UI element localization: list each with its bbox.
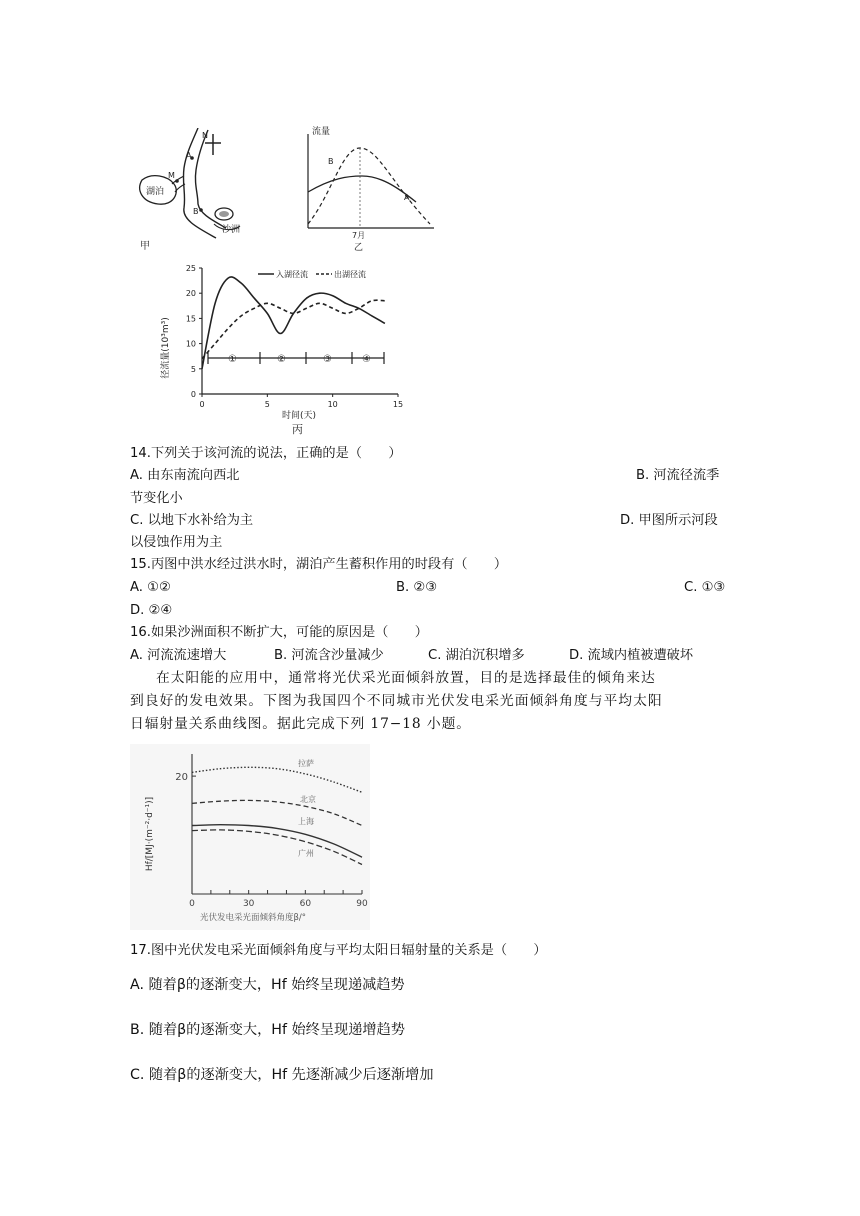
- figure-bing-ylabel: 径流量(10³m³): [161, 317, 171, 379]
- question-14-option-a: A. 由东南流向西北: [130, 468, 240, 483]
- question-15-option-d: D. ②④: [130, 603, 173, 618]
- solar-y-tick-label: 20: [175, 772, 188, 784]
- solar-x-tick-label: 60: [299, 899, 312, 909]
- figure-bing-caption: 丙: [292, 423, 303, 436]
- question-14-option-c: C. 以地下水补给为主: [130, 513, 254, 528]
- x-tick-label: 5: [264, 400, 270, 409]
- question-16-option-a: A. 河流流速增大: [130, 648, 227, 663]
- question-15-option-a: A. ①②: [130, 580, 171, 595]
- solar-x-tick-label: 30: [242, 899, 255, 909]
- solar-x-tick-label: 0: [189, 899, 195, 909]
- solar-x-tick-label: 90: [356, 899, 368, 909]
- y-tick-label: 5: [190, 364, 196, 374]
- figure-solar-radiation-chart: [130, 744, 370, 930]
- series-outflow-line: [202, 300, 385, 358]
- solar-xlabel: 光伏发电采光面倾斜角度β/°: [200, 913, 307, 923]
- lake-label: 湖泊: [146, 187, 165, 197]
- solar-label-lhasa: 拉萨: [298, 759, 314, 768]
- x-tick-label: 10: [327, 400, 338, 409]
- curve-a-label: A: [404, 193, 410, 202]
- curve-b-label: B: [328, 157, 334, 166]
- question-17-stem: 17.图中光伏发电采光面倾斜角度与平均太阳日辐射量的关系是（ ）: [130, 943, 547, 958]
- y-tick-label: 10: [185, 339, 196, 349]
- figure-jia-river-map: [128, 128, 258, 252]
- sandbar-label: 沙洲: [222, 225, 241, 235]
- point-m-label: M: [168, 171, 175, 180]
- phase-3: ③: [323, 354, 332, 365]
- series-guangzhou-line: [192, 830, 362, 865]
- y-tick-label: 25: [185, 264, 196, 273]
- figure-yi-ylabel: 流量: [312, 127, 331, 137]
- north-label: N: [202, 131, 208, 140]
- month-label: 7月: [352, 231, 366, 240]
- phase-2: ②: [277, 354, 286, 365]
- figure-yi-discharge: [292, 124, 442, 252]
- x-tick-label: 15: [392, 400, 404, 409]
- question-15-option-c: C. ①③: [684, 580, 726, 595]
- y-tick-label: 20: [185, 289, 196, 299]
- y-tick-label: 15: [185, 314, 196, 324]
- figure-yi-caption: 乙: [354, 243, 364, 252]
- question-16-stem: 16.如果沙洲面积不断扩大，可能的原因是（ ）: [130, 625, 428, 640]
- x-tick-label: 0: [199, 400, 205, 409]
- question-17-option-a: A. 随着β的逐渐变大，Hf 始终呈现递减趋势: [130, 977, 405, 993]
- figure-jia-caption: 甲: [140, 241, 150, 252]
- series-lhasa-line: [192, 767, 362, 792]
- question-14-option-b-cont: 节变化小: [130, 491, 183, 506]
- point-a-label: A: [186, 151, 192, 160]
- question-16-option-c: C. 湖泊沉积增多: [428, 648, 525, 663]
- y-tick-label: 0: [190, 390, 196, 399]
- question-14-stem: 14.下列关于该河流的说法，正确的是（ ）: [130, 446, 402, 461]
- question-14-option-d-cont: 以侵蚀作用为主: [130, 535, 223, 550]
- solar-label-guangzhou: 广州: [298, 849, 314, 858]
- figure-bing-runoff-chart: [150, 258, 420, 438]
- legend-inflow: 入湖径流: [276, 270, 308, 279]
- question-16-option-b: B. 河流含沙量减少: [274, 648, 384, 663]
- intro-paragraph-line-2: 到良好的发电效果。下图为我国四个不同城市光伏发电采光面倾斜角度与平均太阳: [130, 693, 663, 709]
- question-17-option-c: C. 随着β的逐渐变大，Hf 先逐渐减少后逐渐增加: [130, 1067, 434, 1083]
- question-14-option-b: B. 河流径流季: [636, 468, 720, 483]
- solar-label-beijing: 北京: [300, 795, 316, 804]
- figure-bing-xlabel: 时间(天): [282, 411, 317, 421]
- question-17-option-b: B. 随着β的逐渐变大，Hf 始终呈现递增趋势: [130, 1022, 405, 1038]
- intro-paragraph-line-3: 日辐射量关系曲线图。据此完成下列 17−18 小题。: [130, 716, 471, 732]
- solar-ylabel: Hf/[MJ·(m⁻²·d⁻¹)]: [145, 796, 155, 872]
- solar-label-shanghai: 上海: [298, 817, 314, 826]
- series-beijing-line: [192, 800, 362, 825]
- legend-outflow: 出湖径流: [334, 270, 366, 279]
- phase-1: ①: [228, 354, 237, 365]
- intro-paragraph-line-1: 在太阳能的应用中，通常将光伏采光面倾斜放置，目的是选择最佳的倾角来达: [156, 670, 656, 686]
- phase-4: ④: [362, 354, 371, 365]
- question-16-option-d: D. 流域内植被遭破坏: [569, 648, 694, 663]
- question-15-stem: 15.丙图中洪水经过洪水时，湖泊产生蓄积作用的时段有（ ）: [130, 557, 508, 572]
- question-15-option-b: B. ②③: [396, 580, 438, 595]
- question-14-option-d: D. 甲图所示河段: [620, 513, 718, 528]
- point-b-label: B: [193, 207, 199, 216]
